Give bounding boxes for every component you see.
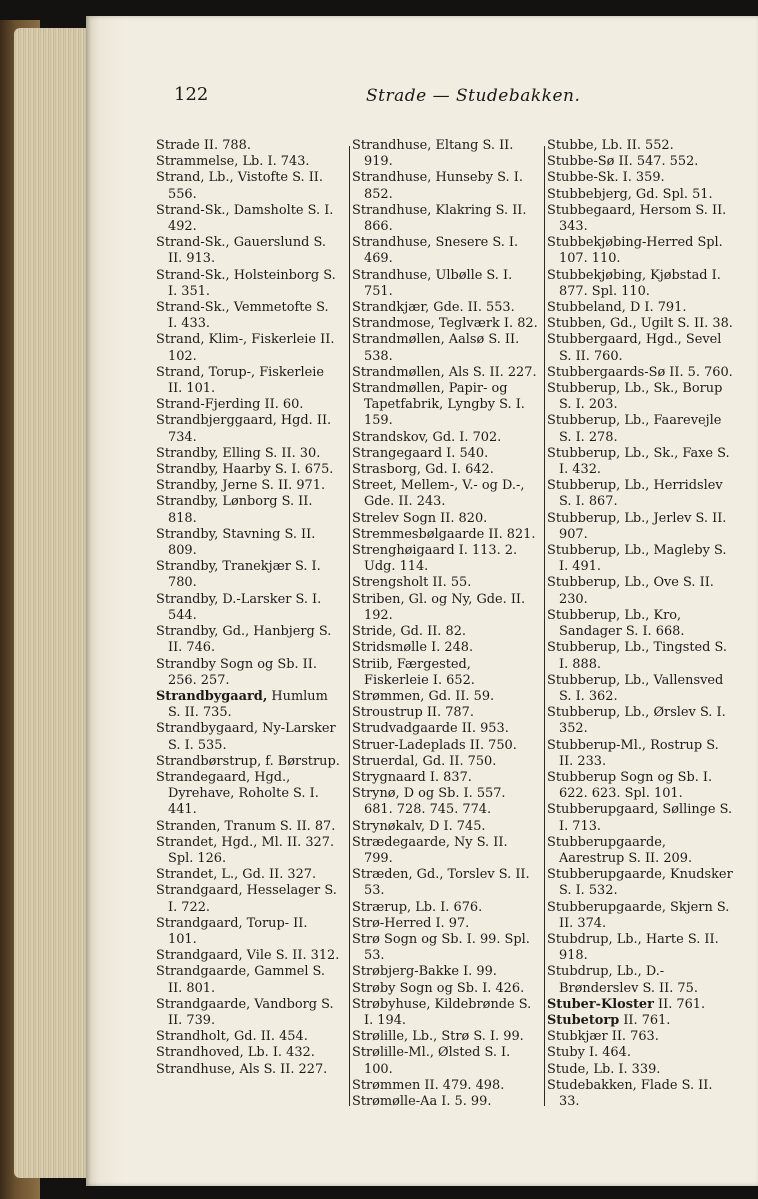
index-entry: Strandhuse, Klakring S. II. 866. bbox=[352, 202, 527, 235]
index-entry: Strandkjær, Gde. II. 553. bbox=[352, 300, 515, 316]
index-entry: Stubdrup, Lb., D.-Brønderslev S. II. 75. bbox=[547, 964, 698, 996]
index-entry: Strenghøigaard I. 113. 2. Udg. 114. bbox=[352, 543, 518, 575]
index-entry: Stride, Gd. II. 82. bbox=[352, 624, 466, 640]
index-entry: Stremmesbølgaarde II. 821. bbox=[352, 526, 536, 542]
index-entry: Strelev Sogn II. 820. bbox=[352, 510, 488, 526]
index-entry: Strandby, D.-Larsker S. I. 544. bbox=[156, 591, 322, 623]
index-entry: Stuby I. 464. bbox=[547, 1045, 631, 1061]
index-entry: Stubbekjøbing-Herred Spl. 107. 110. bbox=[547, 235, 723, 267]
index-entry: Stubberupgaarde, Skjern S. II. 374. bbox=[547, 899, 730, 931]
index-column-2 bbox=[352, 138, 538, 1110]
index-entry: Strandgaard, Vile S. II. 312. bbox=[156, 948, 340, 964]
column-rule bbox=[544, 146, 545, 1106]
index-entry: Strømølle-Aa I. 5. 99. bbox=[352, 1093, 492, 1109]
index-entry: Struerdal, Gd. II. 750. bbox=[352, 753, 497, 769]
index-entry: Striib, Færgested, Fiskerleie I. 652. bbox=[352, 656, 475, 688]
index-entry: Strand, Lb., Vistofte S. II. 556. bbox=[156, 170, 323, 202]
index-entry: Strandgaarde, Vandborg S. II. 739. bbox=[156, 996, 334, 1028]
index-entry: Strangegaard I. 540. bbox=[352, 445, 489, 461]
index-column-3 bbox=[547, 138, 735, 1110]
index-entry: Stubberup, Lb., Sk., Borup S. I. 203. bbox=[547, 381, 723, 413]
index-entry: Strandmose, Teglværk I. 82. bbox=[352, 316, 538, 332]
index-entry: Striben, Gl. og Ny, Gde. II. 192. bbox=[352, 591, 526, 623]
index-entry: Stubberup, Lb., Ove S. II. 230. bbox=[547, 575, 714, 607]
index-entry: Strandhoved, Lb. I. 432. bbox=[156, 1045, 315, 1061]
index-entry: Stubberup, Lb., Faarevejle S. I. 278. bbox=[547, 413, 722, 445]
index-entry: Stubbe, Lb. II. 552. bbox=[547, 138, 674, 153]
index-entry: Strandhuse, Hunseby S. I. 852. bbox=[352, 170, 523, 202]
index-entry: Strandbørstrup, f. Børstrup. bbox=[156, 753, 340, 769]
index-entry: Stubberup, Lb., Sk., Faxe S. I. 432. bbox=[547, 445, 730, 478]
index-entry: Stubberup, Lb., Herridslev S. I. 867. bbox=[547, 478, 723, 510]
index-entry: Strand-Sk., Gauerslund S. II. 913. bbox=[156, 235, 326, 267]
index-entry: Stubbebjerg, Gd. Spl. 51. bbox=[547, 186, 713, 202]
index-entry: Strømmen, Gd. II. 59. bbox=[352, 688, 495, 704]
index-entry: Strandholt, Gd. II. 454. bbox=[156, 1029, 308, 1045]
index-entry: Strandbygaard, Humlum S. II. 735. bbox=[156, 688, 328, 721]
index-entry: Strandby, Lønborg S. II. 818. bbox=[156, 494, 313, 526]
index-entry: Stubberup Sogn og Sb. I. 622. 623. Spl. 101. bbox=[547, 769, 713, 802]
index-entry: Stubdrup, Lb., Harte S. II. 918. bbox=[547, 931, 719, 964]
index-entry: Strynø, D og Sb. I. 557. 681. 728. 745. 774. bbox=[352, 786, 506, 818]
index-entry: Strandbygaard, Ny-Larsker S. I. 535. bbox=[156, 721, 336, 753]
index-entry: Stubbergaards-Sø II. 5. 760. bbox=[547, 364, 733, 380]
index-entry: Strade II. 788. bbox=[156, 138, 251, 153]
index-entry: Strudvadgaarde II. 953. bbox=[352, 721, 509, 737]
index-entry: Strandbjerggaard, Hgd. II. 734. bbox=[156, 413, 332, 445]
index-entry: Stubbe-Sk. I. 359. bbox=[547, 170, 665, 186]
index-column-1 bbox=[156, 138, 340, 1078]
index-entry: Strand, Klim-, Fiskerleie II. 102. bbox=[156, 332, 335, 364]
index-entry: Strandhuse, Als S. II. 227. bbox=[156, 1061, 328, 1077]
index-entry: Strandskov, Gd. I. 702. bbox=[352, 429, 502, 445]
index-entry: Strasborg, Gd. I. 642. bbox=[352, 462, 494, 478]
page-number: 122 bbox=[174, 84, 209, 105]
index-entry: Strand-Sk., Damsholte S. I. 492. bbox=[156, 202, 334, 235]
index-entry: Strandhuse, Eltang S. II. 919. bbox=[352, 138, 514, 170]
index-entry: Strand-Sk., Vemmetofte S. I. 433. bbox=[156, 300, 329, 332]
index-entry: Studebakken, Flade S. II. 33. bbox=[547, 1077, 713, 1109]
index-entry: Strandgaard, Torup- II. 101. bbox=[156, 915, 308, 947]
index-entry: Stubberupgaarde, Aarestrup S. II. 209. bbox=[547, 834, 693, 866]
index-entry: Strandby, Haarby S. I. 675. bbox=[156, 462, 334, 478]
index-entry: Stræden, Gd., Torslev S. II. 53. bbox=[352, 867, 530, 899]
index-entry: Strandet, Hgd., Ml. II. 327. Spl. 126. bbox=[156, 834, 335, 866]
index-entry: Strandmøllen, Als S. II. 227. bbox=[352, 364, 537, 380]
index-entry: Stubbeland, D I. 791. bbox=[547, 300, 687, 316]
book-page bbox=[86, 16, 758, 1186]
index-entry: Strand-Fjerding II. 60. bbox=[156, 397, 304, 413]
index-entry: Strandmøllen, Aalsø S. II. 538. bbox=[352, 332, 520, 364]
index-entry: Stubberup, Lb., Kro, Sandager S. I. 668. bbox=[547, 607, 685, 640]
index-entry: Stubbe-Sø II. 547. 552. bbox=[547, 154, 699, 170]
index-entry: Strandby, Tranekjær S. I. 780. bbox=[156, 559, 321, 591]
index-entry: Stubbekjøbing, Kjøbstad I. 877. Spl. 110. bbox=[547, 267, 721, 299]
index-entry: Stubberup, Lb., Jerlev S. II. 907. bbox=[547, 510, 727, 542]
index-entry: Strømmen II. 479. 498. bbox=[352, 1077, 505, 1093]
index-entry: Strandby Sogn og Sb. II. 256. 257. bbox=[156, 656, 317, 688]
index-entry: Strandegaard, Hgd., Dyrehave, Roholte S. I. 441. bbox=[156, 769, 319, 818]
index-entry: Strandhuse, Snesere S. I. 469. bbox=[352, 235, 519, 267]
index-entry: Strynøkalv, D I. 745. bbox=[352, 818, 486, 834]
index-entry: Strædegaarde, Ny S. II. 799. bbox=[352, 834, 508, 866]
index-entry: Stubberup, Lb., Ørslev S. I. 352. bbox=[547, 705, 726, 737]
index-entry: Stuber-Kloster II. 761. bbox=[547, 996, 706, 1012]
running-title: Strade — Studebakken. bbox=[366, 86, 581, 106]
index-entry: Strøbjerg-Bakke I. 99. bbox=[352, 964, 497, 980]
index-entry: Stranden, Tranum S. II. 87. bbox=[156, 818, 336, 834]
index-entry: Strand-Sk., Holsteinborg S. I. 351. bbox=[156, 267, 336, 299]
index-entry: Stridsmølle I. 248. bbox=[352, 640, 474, 656]
index-entry: Stubberupgaard, Søllinge S. I. 713. bbox=[547, 802, 733, 834]
index-entry: Strandby, Stavning S. II. 809. bbox=[156, 526, 316, 559]
page-edges bbox=[14, 28, 94, 1178]
index-entry: Strandhuse, Ulbølle S. I. 751. bbox=[352, 267, 513, 299]
index-entry: Stubberup, Lb., Vallensved S. I. 362. bbox=[547, 672, 724, 704]
index-entry: Strøbyhuse, Kildebrønde S. I. 194. bbox=[352, 996, 532, 1028]
index-entry: Strandby, Gd., Hanbjerg S. II. 746. bbox=[156, 624, 332, 656]
index-entry: Strølille-Ml., Ølsted S. I. 100. bbox=[352, 1045, 511, 1077]
index-entry: Strø-Herred I. 97. bbox=[352, 915, 470, 931]
index-entry: Strølille, Lb., Strø S. I. 99. bbox=[352, 1029, 524, 1045]
index-entry: Stubberupgaarde, Knudsker S. I. 532. bbox=[547, 867, 733, 899]
index-entry: Stubberup-Ml., Rostrup S. II. 233. bbox=[547, 737, 719, 769]
index-entry: Street, Mellem-, V.- og D.-, Gde. II. 243. bbox=[352, 478, 525, 510]
index-entry: Stubbergaard, Hgd., Sevel S. II. 760. bbox=[547, 332, 722, 364]
column-rule bbox=[349, 146, 350, 1106]
index-entry: Stubberup, Lb., Magleby S. I. 491. bbox=[547, 543, 727, 575]
index-entry: Stubben, Gd., Ugilt S. II. 38. bbox=[547, 316, 733, 332]
index-entry: Strærup, Lb. I. 676. bbox=[352, 899, 483, 915]
index-entry: Strøby Sogn og Sb. I. 426. bbox=[352, 980, 525, 996]
index-entry: Strandgaarde, Gammel S. II. 801. bbox=[156, 964, 326, 996]
index-entry: Strø Sogn og Sb. I. 99. Spl. 53. bbox=[352, 931, 530, 964]
index-entry: Strandgaard, Hesselager S. I. 722. bbox=[156, 883, 337, 915]
index-entry: Stubbegaard, Hersom S. II. 343. bbox=[547, 202, 727, 235]
index-entry: Stroustrup II. 787. bbox=[352, 705, 474, 721]
index-entry: Strygnaard I. 837. bbox=[352, 769, 472, 785]
index-entry: Stubberup, Lb., Tingsted S. I. 888. bbox=[547, 640, 727, 672]
index-entry: Struer-Ladeplads II. 750. bbox=[352, 737, 517, 753]
index-entry: Strammelse, Lb. I. 743. bbox=[156, 154, 310, 170]
index-entry: Strand, Torup-, Fiskerleie II. 101. bbox=[156, 364, 325, 397]
index-entry: Stubkjær II. 763. bbox=[547, 1029, 659, 1045]
index-entry: Stude, Lb. I. 339. bbox=[547, 1061, 661, 1077]
index-entry: Strengsholt II. 55. bbox=[352, 575, 472, 591]
index-entry: Strandby, Elling S. II. 30. bbox=[156, 445, 321, 461]
index-entry: Stubetorp II. 761. bbox=[547, 1012, 671, 1028]
index-entry: Strandby, Jerne S. II. 971. bbox=[156, 478, 326, 494]
index-entry: Strandet, L., Gd. II. 327. bbox=[156, 867, 317, 883]
index-entry: Strandmøllen, Papir- og Tapetfabrik, Lyngby S. I. 159. bbox=[352, 381, 525, 429]
